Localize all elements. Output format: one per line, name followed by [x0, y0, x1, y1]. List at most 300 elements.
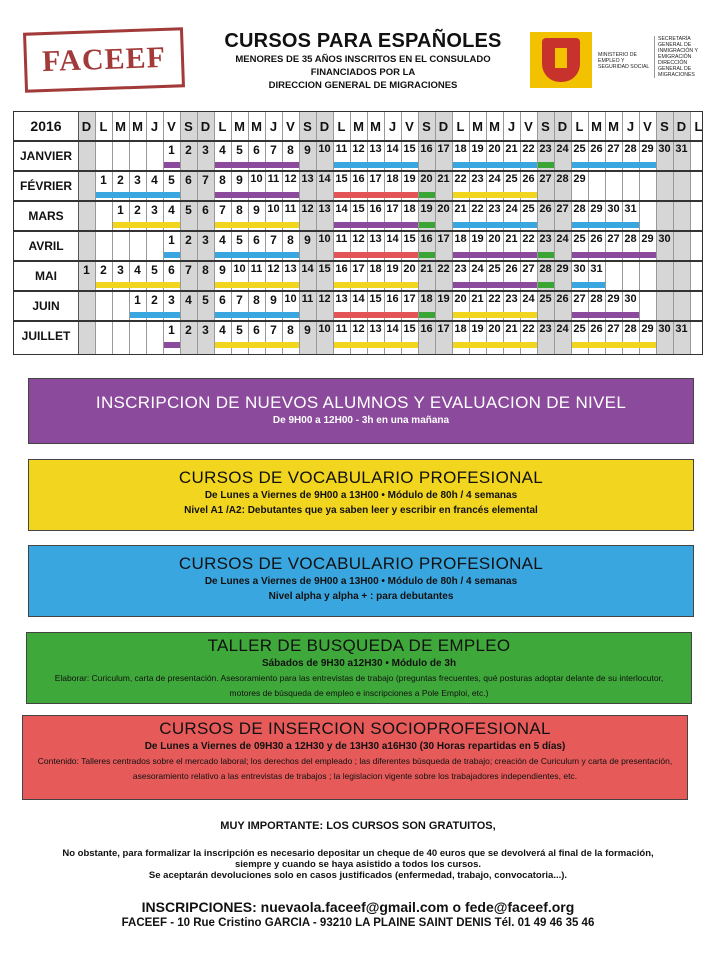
day-number: 17 [437, 233, 450, 245]
day-number: 1 [168, 233, 175, 247]
column-divider [112, 112, 113, 354]
course-bar [419, 312, 435, 318]
day-number: 22 [522, 233, 535, 245]
day-number: 5 [202, 293, 209, 307]
day-number: 4 [185, 293, 192, 307]
course-bar [572, 222, 639, 228]
course-bar [419, 192, 435, 198]
weekday-header: M [251, 119, 262, 134]
day-number: 27 [522, 263, 535, 275]
day-number: 7 [185, 263, 192, 277]
day-number: 14 [301, 263, 314, 275]
course-bar [215, 222, 299, 228]
day-number: 8 [236, 203, 243, 217]
day-number: 26 [522, 173, 535, 185]
column-divider [95, 112, 96, 354]
day-number: 23 [505, 293, 518, 305]
course-bar [453, 162, 537, 168]
course-box [28, 378, 694, 444]
day-number: 19 [437, 293, 450, 305]
day-number: 25 [573, 143, 586, 155]
day-number: 12 [301, 203, 314, 215]
course-bar [572, 252, 656, 258]
day-number: 17 [369, 173, 382, 185]
day-number: 24 [471, 263, 484, 275]
day-number: 6 [202, 203, 209, 217]
day-number: 3 [168, 293, 175, 307]
day-number: 1 [117, 203, 124, 217]
day-number: 20 [488, 323, 501, 335]
row-divider [14, 230, 702, 232]
weekday-header: L [575, 119, 584, 134]
deposit-note: siempre y cuando se haya asistido a todos los cursos. [234, 859, 482, 870]
day-number: 6 [253, 233, 260, 247]
course-detail: De 9H00 a 12H00 - 3h en una mañana [272, 415, 450, 426]
course-detail: De Lunes a Viernes de 9H00 a 13H00 • Módulo de 80h / 4 semanas [204, 576, 518, 587]
course-box [26, 632, 692, 704]
course-box [28, 459, 694, 531]
course-detail: De Lunes a Viernes de 9H00 a 13H00 • Módulo de 80h / 4 semanas [204, 490, 518, 501]
course-bar [215, 342, 299, 348]
day-number: 13 [369, 233, 382, 245]
day-number: 25 [488, 263, 501, 275]
weekday-header: V [643, 119, 652, 134]
day-number: 16 [369, 203, 382, 215]
day-number: 9 [270, 293, 277, 307]
day-number: 6 [253, 323, 260, 337]
day-number: 2 [185, 323, 192, 337]
row-divider [14, 170, 702, 172]
course-bar [572, 312, 639, 318]
weekday-header: L [337, 119, 346, 134]
day-number: 16 [335, 263, 348, 275]
day-number: 4 [219, 143, 226, 157]
weekday-header: M [115, 119, 126, 134]
day-number: 6 [168, 263, 175, 277]
day-number: 13 [284, 263, 297, 275]
day-number: 9 [304, 233, 311, 247]
course-bar [538, 282, 554, 288]
weekday-header: D [81, 119, 92, 134]
day-number: 8 [253, 293, 260, 307]
day-number: 3 [202, 323, 209, 337]
weekday-header: M [353, 119, 364, 134]
logo-text: FACEEF [41, 40, 167, 79]
day-number: 13 [369, 323, 382, 335]
day-number: 14 [386, 233, 399, 245]
day-number: 16 [386, 293, 399, 305]
weekday-header: D [438, 119, 449, 134]
day-number: 17 [437, 143, 450, 155]
course-bar [334, 162, 418, 168]
day-number: 6 [253, 143, 260, 157]
day-number: 22 [471, 203, 484, 215]
course-title: INSCRIPCION DE NUEVOS ALUMNOS Y EVALUACION DE NIVEL [95, 393, 627, 412]
day-number: 4 [219, 233, 226, 247]
day-number: 31 [675, 323, 688, 335]
day-number: 7 [219, 203, 226, 217]
day-number: 13 [318, 203, 331, 215]
day-number: 2 [151, 293, 158, 307]
secretariat-name: SECRETARÍA GENERAL DE INMIGRACIÓN Y EMIGRACIÓN DIRECCIÓN GENERAL DE MIGRACIONES [654, 36, 704, 78]
course-bar [96, 192, 180, 198]
day-number: 14 [318, 173, 331, 185]
weekday-header: S [303, 119, 312, 134]
day-number: 29 [573, 173, 586, 185]
day-number: 31 [590, 263, 603, 275]
month-label: MAI [35, 269, 57, 283]
weekday-header: J [626, 119, 635, 134]
day-number: 1 [168, 323, 175, 337]
day-number: 30 [607, 203, 620, 215]
course-bar [453, 192, 537, 198]
day-number: 21 [505, 143, 518, 155]
deposit-note: Se aceptarán devoluciones solo en casos justificados (enfermedad, trabajo, convocatoria...). [148, 870, 568, 881]
day-number: 19 [386, 263, 399, 275]
day-number: 15 [403, 233, 416, 245]
day-number: 3 [202, 143, 209, 157]
row-divider [14, 260, 702, 262]
weekday-header: M [132, 119, 143, 134]
day-number: 19 [420, 203, 433, 215]
weekday-header: V [524, 119, 533, 134]
month-label: MARS [28, 209, 64, 223]
weekday-header: L [218, 119, 227, 134]
course-description: asesoramiento relativo a las entrevistas de trabajos ; la legislacion vigente sobre los trabajadores independientes, etc. [132, 771, 578, 781]
day-number: 16 [420, 143, 433, 155]
day-number: 10 [250, 173, 263, 185]
title-block [198, 30, 528, 92]
row-divider [14, 200, 702, 202]
day-number: 14 [386, 323, 399, 335]
weekday-header: S [184, 119, 193, 134]
deposit-note: No obstante, para formalizar la inscripción es necesario depositar un cheque de 40 euros que se devolverá al final de la formación, [62, 848, 654, 859]
day-number: 3 [117, 263, 124, 277]
course-bar [113, 222, 180, 228]
day-number: 7 [270, 323, 277, 337]
weekday-header: J [388, 119, 397, 134]
day-number: 30 [624, 293, 637, 305]
day-number: 28 [624, 233, 637, 245]
day-number: 23 [488, 203, 501, 215]
day-number: 2 [185, 143, 192, 157]
day-number: 27 [556, 203, 569, 215]
day-number: 26 [590, 143, 603, 155]
day-number: 29 [607, 293, 620, 305]
day-number: 10 [318, 323, 331, 335]
day-number: 5 [151, 263, 158, 277]
weekday-header: D [319, 119, 330, 134]
weekday-header: D [676, 119, 687, 134]
weekday-header: D [200, 119, 211, 134]
day-number: 20 [454, 293, 467, 305]
course-bar [130, 312, 180, 318]
day-number: 5 [236, 143, 243, 157]
day-number: 25 [573, 323, 586, 335]
weekday-header: S [422, 119, 431, 134]
day-number: 11 [335, 233, 348, 245]
day-number: 10 [233, 263, 246, 275]
day-number: 18 [403, 203, 416, 215]
day-number: 24 [556, 323, 569, 335]
course-bar [334, 282, 418, 288]
day-number: 21 [505, 323, 518, 335]
day-number: 11 [335, 323, 348, 335]
day-number: 4 [219, 323, 226, 337]
day-number: 29 [590, 203, 603, 215]
day-number: 24 [556, 143, 569, 155]
course-bar [215, 252, 299, 258]
day-number: 28 [573, 203, 586, 215]
day-number: 6 [185, 173, 192, 187]
weekday-header: L [456, 119, 465, 134]
day-number: 7 [270, 233, 277, 247]
day-number: 27 [607, 323, 620, 335]
course-bar [453, 252, 537, 258]
day-number: 7 [236, 293, 243, 307]
weekday-header: L [694, 119, 703, 134]
subtitle-line: MENORES DE 35 AÑOS INSCRITOS EN EL CONSULADO [235, 54, 491, 65]
day-number: 5 [236, 233, 243, 247]
day-number: 31 [675, 143, 688, 155]
course-bar [572, 162, 656, 168]
day-number: 10 [318, 233, 331, 245]
day-number: 29 [556, 263, 569, 275]
day-number: 24 [522, 293, 535, 305]
weekday-header: V [286, 119, 295, 134]
day-number: 10 [267, 203, 280, 215]
weekday-header: J [269, 119, 278, 134]
day-number: 21 [505, 233, 518, 245]
course-box [28, 545, 694, 617]
day-number: 26 [505, 263, 518, 275]
day-number: 6 [219, 293, 226, 307]
day-number: 20 [488, 233, 501, 245]
course-description: Elaborar: Curiculum, carta de presentación. Asesoramiento para las entrevistas de trabajo (preguntas frecuentes, qué posturas adoptar delante de su interlocutor, [54, 673, 664, 683]
weekday-header: M [472, 119, 483, 134]
day-number: 18 [454, 233, 467, 245]
day-number: 19 [471, 143, 484, 155]
day-number: 4 [134, 263, 141, 277]
course-bar [215, 312, 299, 318]
weekday-header: M [591, 119, 602, 134]
column-divider [690, 112, 691, 354]
day-number: 1 [168, 143, 175, 157]
course-bar [215, 282, 299, 288]
day-number: 28 [539, 263, 552, 275]
row-divider [14, 290, 702, 292]
day-number: 1 [100, 173, 107, 187]
column-divider [78, 112, 79, 354]
subtitle-line: DIRECCION GENERAL DE MIGRACIONES [268, 80, 458, 91]
weekday-header: L [99, 119, 108, 134]
day-number: 2 [134, 203, 141, 217]
course-bar [215, 192, 299, 198]
weekday-header: M [234, 119, 245, 134]
day-number: 29 [641, 323, 654, 335]
day-number: 10 [318, 143, 331, 155]
course-bar [419, 252, 435, 258]
day-number: 11 [284, 203, 297, 215]
day-number: 22 [522, 143, 535, 155]
day-number: 23 [539, 143, 552, 155]
day-number: 21 [437, 173, 450, 185]
day-number: 16 [420, 323, 433, 335]
day-number: 18 [454, 143, 467, 155]
day-number: 9 [236, 173, 243, 187]
day-number: 23 [539, 323, 552, 335]
day-number: 13 [369, 143, 382, 155]
weekday-header: S [660, 119, 669, 134]
day-number: 18 [386, 173, 399, 185]
day-number: 15 [335, 173, 348, 185]
day-number: 22 [437, 263, 450, 275]
coat-of-arms-icon [530, 32, 592, 88]
course-bar [572, 342, 656, 348]
course-detail: De Lunes a Viernes de 09H30 a 12H30 y de 13H30 a16H30 (30 Horas repartidas en 5 días) [144, 741, 566, 752]
course-bar [419, 222, 435, 228]
day-number: 17 [403, 293, 416, 305]
day-number: 15 [318, 263, 331, 275]
day-number: 15 [352, 203, 365, 215]
day-number: 27 [607, 143, 620, 155]
weekday-header: D [557, 119, 568, 134]
row-divider [14, 320, 702, 322]
page-title: CURSOS PARA ESPAÑOLES [224, 30, 502, 52]
course-title: CURSOS DE VOCABULARIO PROFESIONAL [178, 468, 544, 487]
ministry-name: MINISTERIO DE EMPLEO Y SEGURIDAD SOCIAL [598, 52, 650, 70]
day-number: 8 [219, 173, 226, 187]
day-number: 7 [202, 173, 209, 187]
day-number: 17 [386, 203, 399, 215]
month-label: JUILLET [21, 329, 71, 343]
course-bar [334, 222, 418, 228]
day-number: 12 [352, 143, 365, 155]
course-detail: Sábados de 9H30 a12H30 • Módulo de 3h [261, 658, 457, 669]
day-number: 7 [270, 143, 277, 157]
day-number: 9 [304, 143, 311, 157]
address: FACEEF - 10 Rue Cristino GARCIA - 93210 LA PLAINE SAINT DENIS Tél. 01 49 46 35 46 [121, 917, 595, 929]
day-number: 24 [556, 233, 569, 245]
day-number: 20 [437, 203, 450, 215]
day-number: 26 [539, 203, 552, 215]
calendar-year: 2016 [30, 118, 62, 134]
weekday-header: S [541, 119, 550, 134]
course-bar [215, 162, 299, 168]
day-number: 23 [454, 263, 467, 275]
subtitle-line: FINANCIADOS POR LA [310, 67, 416, 78]
day-number: 30 [658, 143, 671, 155]
day-number: 12 [284, 173, 297, 185]
day-number: 11 [335, 143, 348, 155]
day-number: 21 [454, 203, 467, 215]
day-number: 14 [335, 203, 348, 215]
day-number: 12 [318, 293, 331, 305]
day-number: 4 [151, 173, 158, 187]
day-number: 8 [202, 263, 209, 277]
day-number: 16 [352, 173, 365, 185]
day-number: 22 [454, 173, 467, 185]
course-bar [334, 342, 418, 348]
course-description: motores de búsqueda de empleo e inscripciones a Pole Emploi, etc.) [229, 688, 489, 698]
inscriptions-contact: INSCRIPCIONES: nuevaola.faceef@gmail.com o fede@faceef.org [141, 899, 575, 915]
day-number: 18 [420, 293, 433, 305]
day-number: 27 [573, 293, 586, 305]
day-number: 19 [403, 173, 416, 185]
day-number: 3 [151, 203, 158, 217]
month-label: JANVIER [19, 149, 72, 163]
day-number: 8 [287, 143, 294, 157]
course-description: Contenido: Talleres centrados sobre el mercado laboral; los derechos del empleado ; las diferentes búsqueda de trabajo; creación de Curiculum y carta de presentación, [37, 756, 673, 766]
course-bar [164, 162, 180, 168]
day-number: 23 [471, 173, 484, 185]
day-number: 13 [335, 293, 348, 305]
course-bar [334, 192, 418, 198]
day-number: 29 [641, 143, 654, 155]
weekday-header: M [608, 119, 619, 134]
day-number: 28 [590, 293, 603, 305]
ministry-logo [530, 32, 702, 88]
course-detail: Nivel alpha y alpha + : para debutantes [268, 591, 454, 602]
day-number: 30 [658, 323, 671, 335]
day-number: 24 [488, 173, 501, 185]
weekday-header: V [405, 119, 414, 134]
day-number: 10 [284, 293, 297, 305]
day-number: 20 [420, 173, 433, 185]
day-number: 5 [236, 323, 243, 337]
day-number: 25 [539, 293, 552, 305]
day-number: 11 [250, 263, 263, 275]
day-number: 1 [83, 263, 90, 277]
important-notice: MUY IMPORTANTE: LOS CURSOS SON GRATUITOS, [220, 820, 496, 832]
course-bar [453, 312, 537, 318]
day-number: 30 [573, 263, 586, 275]
day-number: 20 [488, 143, 501, 155]
day-number: 22 [488, 293, 501, 305]
day-number: 24 [505, 203, 518, 215]
day-number: 1 [134, 293, 141, 307]
calendar-grid [13, 111, 703, 355]
course-title: CURSOS DE INSERCION SOCIOPROFESIONAL [159, 719, 551, 738]
day-number: 28 [624, 323, 637, 335]
day-number: 8 [287, 233, 294, 247]
day-number: 12 [267, 263, 280, 275]
day-number: 28 [556, 173, 569, 185]
day-number: 3 [202, 233, 209, 247]
weekday-header: M [370, 119, 381, 134]
day-number: 21 [471, 293, 484, 305]
course-bar [164, 342, 180, 348]
day-number: 12 [352, 233, 365, 245]
day-number: 17 [437, 323, 450, 335]
row-divider [14, 140, 702, 142]
course-title: TALLER DE BUSQUEDA DE EMPLEO [207, 636, 511, 655]
day-number: 13 [301, 173, 314, 185]
day-number: 23 [539, 233, 552, 245]
day-number: 11 [301, 293, 314, 305]
weekday-header: J [507, 119, 516, 134]
day-number: 25 [522, 203, 535, 215]
day-number: 25 [505, 173, 518, 185]
course-bar [572, 282, 605, 288]
day-number: 8 [287, 323, 294, 337]
course-bar [453, 282, 537, 288]
day-number: 18 [369, 263, 382, 275]
day-number: 15 [403, 143, 416, 155]
day-number: 15 [403, 323, 416, 335]
day-number: 15 [369, 293, 382, 305]
day-number: 11 [267, 173, 280, 185]
